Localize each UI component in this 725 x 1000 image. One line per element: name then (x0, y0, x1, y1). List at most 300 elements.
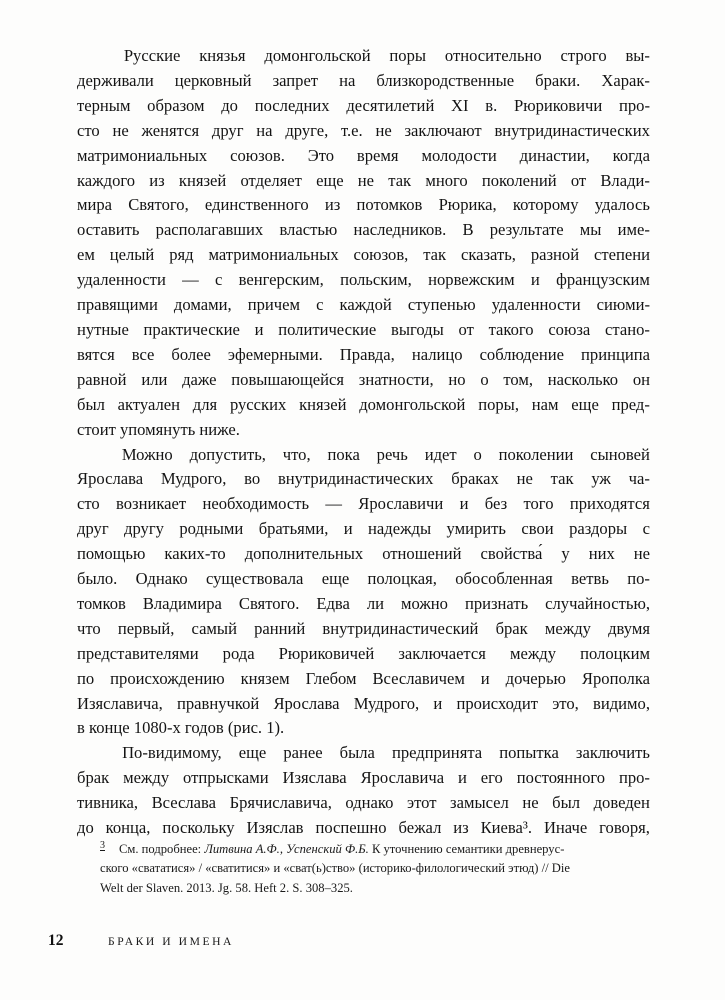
word: было. (77, 569, 118, 589)
word: Ярославичи (358, 494, 444, 514)
word: Киева³. (480, 818, 533, 838)
word: Ярослава (273, 693, 340, 713)
word: не (633, 544, 650, 564)
word: так (550, 469, 574, 489)
footnote-line (100, 859, 627, 878)
text-line (77, 119, 650, 144)
word: другу (124, 519, 164, 539)
word: знатности, (358, 369, 434, 389)
word: тивника, (77, 793, 139, 813)
word: молодости (421, 145, 497, 165)
word: пред- (611, 394, 650, 414)
word: не (357, 170, 375, 190)
word: друг (211, 120, 244, 140)
text-line (77, 467, 650, 492)
word: самый (191, 618, 237, 638)
word: каждого (77, 170, 136, 190)
word: т.е. (341, 120, 363, 140)
word: на (256, 120, 273, 140)
word: строго (560, 46, 607, 65)
word: князей (178, 170, 227, 190)
word: удалось (594, 195, 650, 215)
text-line (77, 766, 650, 791)
word: отпрысками (183, 768, 269, 788)
word: до (77, 818, 94, 838)
word: французским (556, 270, 650, 290)
text-line (77, 667, 650, 692)
word: име- (617, 220, 650, 240)
word: — (182, 270, 199, 290)
text-line (77, 268, 650, 293)
word: между (509, 643, 557, 663)
word: ветвь (571, 569, 609, 589)
word: выгоды (390, 319, 444, 339)
word: много (425, 170, 468, 190)
word: актуален (117, 394, 181, 414)
word: поколении (498, 444, 574, 464)
word: церковный (174, 70, 252, 90)
word: удаленности (491, 295, 581, 315)
word: сыновей (590, 444, 650, 464)
word: рода (222, 643, 255, 663)
word: Святого, (128, 195, 189, 215)
word: русских (229, 394, 287, 414)
word: держивали (77, 70, 154, 90)
word: или (141, 369, 168, 389)
word: нутные (77, 319, 129, 339)
line-text: в конце 1080-х годов (рис. 1). (77, 718, 285, 738)
word: относительно (444, 46, 542, 65)
word: матримониальных (77, 145, 208, 165)
word: говоря, (599, 818, 650, 838)
word: князем (240, 668, 290, 688)
word: Изяславича, (77, 693, 163, 713)
word: полоцкая, (367, 569, 437, 589)
word: норвежским (428, 270, 515, 290)
word: однако (345, 793, 394, 813)
text-line (77, 642, 650, 667)
word: мира (77, 195, 113, 215)
word: томков (77, 593, 126, 613)
word: женятся (141, 120, 200, 140)
word: правящими (77, 295, 158, 315)
word: надежды (368, 519, 432, 539)
word: его (480, 768, 503, 788)
word: оставить (77, 220, 140, 240)
footnote-line-text: ского «свататися» / «сватитися» и «сват(ь)ство» (историко-филологический этюд) // Die (100, 861, 570, 876)
text-line (77, 218, 650, 243)
word: отношений (382, 544, 462, 564)
text-line (77, 94, 650, 119)
word: единственного (204, 195, 309, 215)
word: во (244, 469, 261, 489)
word: поскольку (162, 818, 235, 838)
word: конца, (105, 818, 151, 838)
word: обособленная (455, 569, 553, 589)
word: можно (400, 593, 448, 613)
word: первый, (117, 618, 175, 638)
word: Можно (121, 444, 173, 464)
footnote-prefix: См. подробнее: (119, 842, 205, 856)
word: браки. (535, 70, 581, 90)
word: когда (612, 145, 650, 165)
paragraph-3 (77, 741, 650, 841)
word: домами, (173, 295, 232, 315)
word: Глебом (305, 668, 357, 688)
word: бежал (398, 818, 442, 838)
word: Ярославича (360, 768, 445, 788)
word: эфемерными. (227, 344, 323, 364)
word: ступенью (407, 295, 476, 315)
line-text: стоит упомянуть ниже. (77, 419, 240, 439)
word: речь (376, 444, 408, 464)
word: поры, (478, 394, 519, 414)
word: что, (282, 444, 311, 464)
word: насколько (547, 369, 619, 389)
word: у (561, 544, 570, 564)
text-line (77, 44, 650, 69)
word: без (484, 494, 508, 514)
word: и (433, 693, 443, 713)
word: даже (182, 369, 217, 389)
word: такого (488, 319, 534, 339)
word: причем (247, 295, 300, 315)
text-line (77, 144, 650, 169)
word: каких-то (164, 544, 226, 564)
word: существовала (205, 569, 304, 589)
word: от (570, 170, 587, 190)
word: Изяслава (282, 768, 347, 788)
word: из (453, 818, 469, 838)
word: союзов. (230, 145, 285, 165)
footnote-lines (100, 840, 627, 898)
word: еще (316, 170, 344, 190)
word: По-видимому, (122, 743, 222, 763)
word: союзов, (353, 245, 409, 265)
word: приходятся (569, 494, 650, 514)
word: ли (366, 593, 384, 613)
word: равной (77, 369, 127, 389)
word: Русские (123, 46, 181, 65)
text-line (77, 741, 650, 766)
word: пока (327, 444, 360, 464)
word: Правда, (339, 344, 395, 364)
word: попытка (499, 743, 559, 763)
word: заключается (398, 643, 486, 663)
word: потомков (356, 195, 423, 215)
word: принципа (581, 344, 650, 364)
text-line (77, 716, 650, 741)
word: допустить, (189, 444, 266, 464)
word: сто (77, 120, 100, 140)
word: Всеслава (151, 793, 217, 813)
word: терным (77, 95, 131, 115)
word: поспешно (315, 818, 387, 838)
text-line (77, 492, 650, 517)
word: Однако (135, 569, 188, 589)
word: признать (464, 593, 529, 613)
word: он (632, 369, 650, 389)
word: умирить (446, 519, 507, 539)
word: десятилетий (346, 95, 435, 115)
word: ранее (283, 743, 323, 763)
word: степени (593, 245, 650, 265)
word: так (388, 170, 412, 190)
word: князья (199, 46, 246, 65)
word: и (457, 768, 467, 788)
text-line (77, 393, 650, 418)
word: Харак- (601, 70, 650, 90)
word: них (588, 544, 615, 564)
word: запрет (272, 70, 319, 90)
word: между (544, 618, 591, 638)
word: того (523, 494, 554, 514)
word: домонгольской (264, 46, 371, 65)
word: поры (389, 46, 427, 65)
word: В (462, 220, 474, 240)
main-text-column (77, 44, 650, 841)
word: про- (618, 768, 650, 788)
word: так (423, 245, 447, 265)
word: друг (77, 519, 109, 539)
word: вы- (625, 46, 650, 65)
word: внутридинастических (277, 469, 434, 489)
word: в. (485, 95, 498, 115)
footnote-line-text: Welt der Slaven. 2013. Jg. 58. Heft 2. S. 308–325. (100, 880, 353, 895)
word: стано- (605, 319, 650, 339)
text-line (77, 592, 650, 617)
word: налицо (411, 344, 463, 364)
word: и (530, 270, 540, 290)
word: не (516, 469, 533, 489)
word: результате (489, 220, 564, 240)
text-line (77, 692, 650, 717)
text-line (77, 617, 650, 642)
word: соблюдение (479, 344, 565, 364)
word: на (339, 70, 356, 90)
word: Рюриковичи (513, 95, 603, 115)
word: сказать, (460, 245, 516, 265)
word: свойства́ (480, 544, 543, 564)
text-line (77, 343, 650, 368)
text-line (77, 791, 650, 816)
text-line (77, 293, 650, 318)
footnote-line (100, 879, 627, 898)
word: с (316, 295, 324, 315)
word: польским, (340, 270, 412, 290)
word: уж (591, 469, 611, 489)
word: это, (552, 693, 579, 713)
word: был (552, 793, 581, 813)
word: брак (77, 768, 110, 788)
word: домонгольской (359, 394, 466, 414)
word: случайностью, (545, 593, 650, 613)
word: не (522, 793, 539, 813)
word: Брячиславича, (229, 793, 332, 813)
footnote-authors: Литвина А.Ф., Успенский Ф.Б. (204, 842, 369, 856)
word: Это (307, 145, 335, 165)
word: время (356, 145, 399, 165)
word: Ярослава (77, 469, 144, 489)
word: которому (512, 195, 579, 215)
text-line (77, 418, 650, 443)
word: более (171, 344, 211, 364)
word: с (642, 519, 650, 539)
word: из (324, 195, 341, 215)
word: по (77, 668, 95, 688)
word: Ярополка (581, 668, 650, 688)
footnote-block (100, 840, 627, 898)
word: венгерским, (238, 270, 324, 290)
running-title: БРАКИ И ИМЕНА (108, 935, 234, 948)
page-number: 12 (48, 932, 64, 949)
word: династии, (519, 145, 590, 165)
word: и (459, 494, 469, 514)
word: разной (530, 245, 580, 265)
word: но (448, 369, 466, 389)
text-line (77, 443, 650, 468)
word: ранний (254, 618, 306, 638)
word: князей (299, 394, 347, 414)
word: Владимира (142, 593, 222, 613)
word: и (343, 519, 353, 539)
text-line (77, 567, 650, 592)
word: близкородственные (376, 70, 515, 90)
text-line (77, 517, 650, 542)
word: видимо, (592, 693, 650, 713)
word: не (375, 120, 392, 140)
word: друге, (285, 120, 329, 140)
word: из (149, 170, 165, 190)
text-line (77, 193, 650, 218)
word: свои (521, 519, 554, 539)
word: возникает (116, 494, 187, 514)
word: Всеславичем (372, 668, 465, 688)
word: доведен (593, 793, 650, 813)
word: и (480, 668, 490, 688)
word: сиюми- (596, 295, 650, 315)
word: все (131, 344, 155, 364)
word: мы (579, 220, 602, 240)
word: и (254, 319, 264, 339)
text-line (77, 169, 650, 194)
word: постоянного (516, 768, 606, 788)
word: ряд (169, 245, 194, 265)
word: представителями (77, 643, 199, 663)
word: Едва (316, 593, 350, 613)
word: не (112, 120, 129, 140)
word: властью (279, 220, 338, 240)
word: Иначе (543, 818, 588, 838)
word: Рюрика, (438, 195, 497, 215)
word: идет (424, 444, 457, 464)
word: располагавших (155, 220, 264, 240)
word: заключают (404, 120, 482, 140)
word: братьями, (258, 519, 329, 539)
page-footer (48, 932, 648, 950)
word: внутридинастических (494, 120, 650, 140)
word: правнучкой (176, 693, 260, 713)
word: внутридинастический (322, 618, 479, 638)
word: заключить (575, 743, 650, 763)
word: полоцким (580, 643, 650, 663)
word: нам (531, 394, 559, 414)
word: брак (495, 618, 528, 638)
footnote-tail: К уточнению семантики древнерус- (368, 842, 565, 856)
word: о (473, 444, 482, 464)
word: этот (406, 793, 437, 813)
text-line (77, 816, 650, 841)
word: еще (238, 743, 267, 763)
word: о (480, 369, 489, 389)
word: — (325, 494, 342, 514)
word: был (77, 394, 105, 414)
word: Мудрого, (353, 693, 420, 713)
word: сто (77, 494, 100, 514)
text-line (77, 318, 650, 343)
word: по- (627, 569, 650, 589)
word: Влади- (600, 170, 650, 190)
word: Рюриковичей (278, 643, 375, 663)
text-line (77, 69, 650, 94)
word: вятся (77, 344, 115, 364)
word: поколений (481, 170, 557, 190)
word: двумя (608, 618, 650, 638)
paragraph-2 (77, 443, 650, 742)
word: еще (321, 569, 350, 589)
word: до (221, 95, 238, 115)
word: была (339, 743, 375, 763)
word: матримониальных (208, 245, 339, 265)
word: практические (143, 319, 240, 339)
word: предпринята (391, 743, 483, 763)
word: повышающейся (231, 369, 345, 389)
text-line (77, 243, 650, 268)
word: последних (254, 95, 330, 115)
word: союза (548, 319, 591, 339)
word: наследников. (353, 220, 447, 240)
word: раздоры (569, 519, 628, 539)
word: замысел (450, 793, 509, 813)
word: помощью (77, 544, 146, 564)
footnote-line (100, 840, 627, 859)
word: Мудрого, (160, 469, 227, 489)
word: для (192, 394, 218, 414)
word: между (123, 768, 170, 788)
word: браках (451, 469, 499, 489)
word: ем (77, 245, 95, 265)
word: целый (109, 245, 155, 265)
word: происходит (456, 693, 538, 713)
word: от (458, 319, 474, 339)
word: происхождению (110, 668, 225, 688)
word: политические (278, 319, 377, 339)
footnote-marker: 3 (100, 839, 105, 851)
word: дополнительных (244, 544, 364, 564)
word: необходимость (202, 494, 310, 514)
word: про- (618, 95, 650, 115)
word: с (214, 270, 223, 290)
word: родными (179, 519, 244, 539)
word: отделяет (240, 170, 302, 190)
word: том, (503, 369, 534, 389)
word: Святого. (238, 593, 300, 613)
paragraph-1 (77, 44, 650, 443)
word: что (77, 618, 101, 638)
text-line (77, 368, 650, 393)
word: еще (571, 394, 599, 414)
word: ча- (628, 469, 650, 489)
